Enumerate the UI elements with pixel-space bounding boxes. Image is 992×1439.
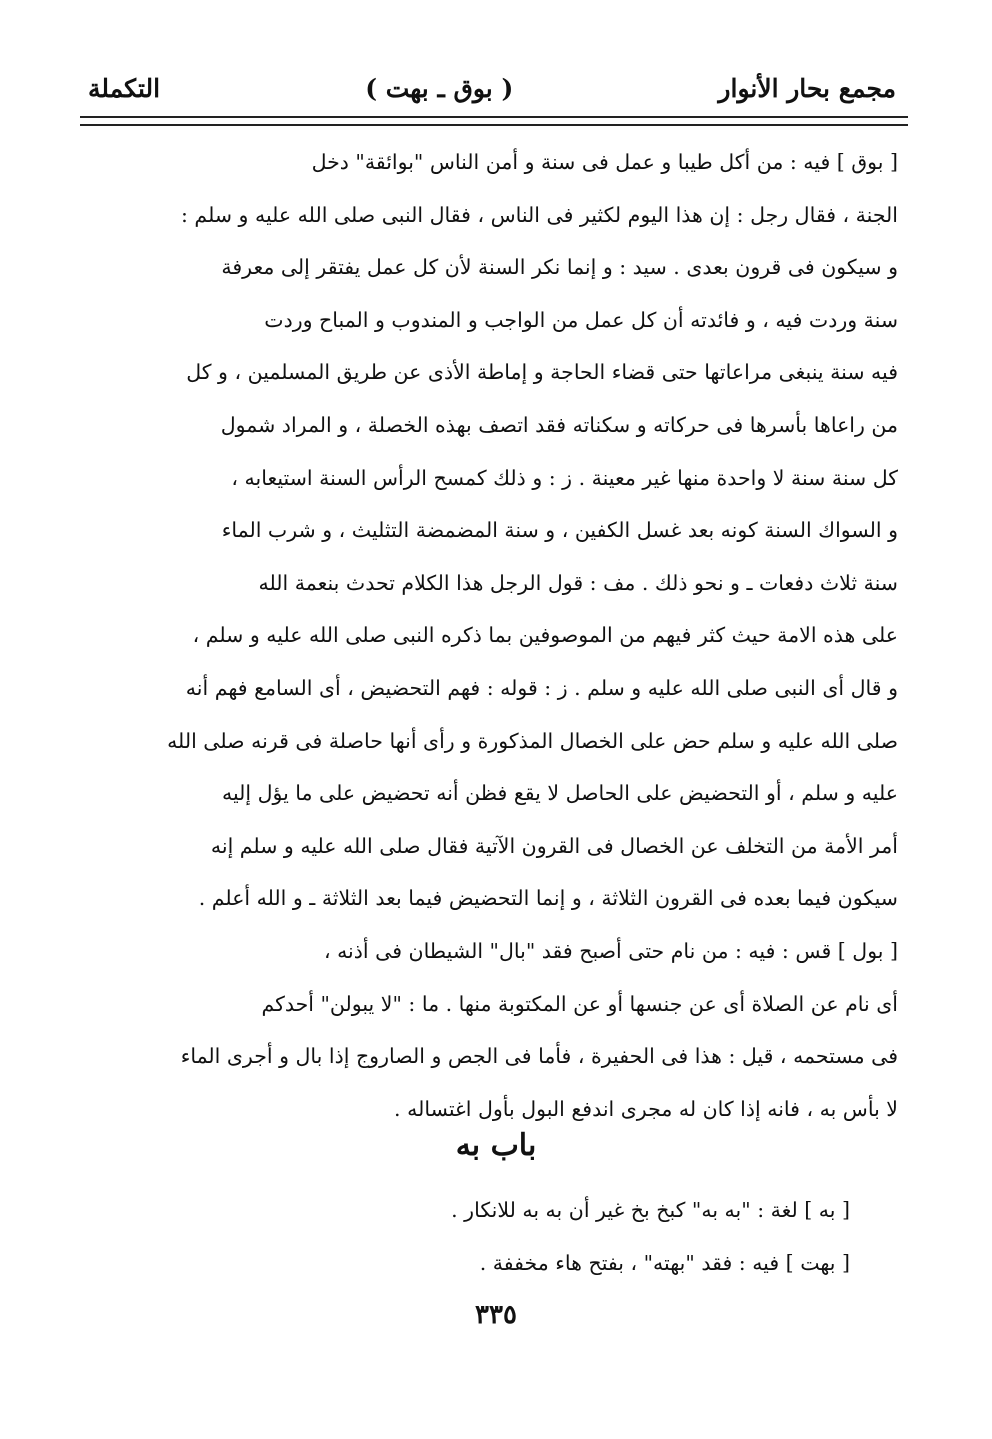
text-line: صلى الله عليه و سلم حض على الخصال المذكورة و رأى أنها حاصلة فى قرنه صلى الله [167,728,898,753]
text-line: فى مستحمه ، قيل : هذا فى الحفيرة ، فأما فى الجص و الصاروج إذا بال و أجرى الماء [180,1044,898,1069]
text-line: من راعاها بأسرها فى حركاته و سكناته فقد اتصف بهذه الخصلة ، و المراد شمول [220,412,898,437]
text-line: أمر الأمة من التخلف عن الخصال فى القرون الآتية فقال صلى الله عليه و سلم إنه [210,833,898,858]
text-line: و السواك السنة كونه بعد غسل الكفين ، و سنة المضمضة التثليث ، و شرب الماء [221,518,898,543]
text-line: فيه سنة ينبغى مراعاتها حتى قضاء الحاجة و إماطة الأذى عن طريق المسلمين ، و كل [186,360,898,385]
text-line: الجنة ، فقال رجل : إن هذا اليوم لكثير فى الناس ، فقال النبى صلى الله عليه و سلم : [181,202,898,227]
main-text [90,136,898,1135]
text-line: كل سنة سنة لا واحدة منها غير معينة . ز : و ذلك كمسح الرأس السنة استيعابه ، [231,465,898,490]
book-title: مجمع بحار الأنوار [718,73,896,103]
text-line: [ بول ] قس : فيه : من نام حتى أصبح فقد "بال" الشيطان فى أذنه ، [323,938,898,963]
text-line: و سيكون فى قرون بعدى . سيد : و إنما نكر السنة لأن كل عمل يفتقر إلى معرفة [221,255,898,280]
text-line: سيكون فيما بعده فى القرون الثلاثة ، و إنما التحضيض فيما بعد الثلاثة ـ و الله أعلم . [198,886,898,911]
text-line: سنة ثلاث دفعات ـ و نحو ذلك . مف : قول الرجل هذا الكلام تحدث بنعمة الله [258,570,898,595]
volume-label: التكملة [88,73,161,103]
text-line: على هذه الامة حيث كثر فيهم من الموصوفين بما ذكره النبى صلى الله عليه و سلم ، [192,623,898,648]
text-line: لا بأس به ، فانه إذا كان له مجرى اندفع البول بأول اغتساله . [394,1096,898,1121]
page-number: ٣٣٥ [475,1300,517,1330]
text-line: أى نام عن الصلاة أى عن جنسها أو عن المكتوبة منها . ما : "لا يبولن" أحدكم [261,991,898,1016]
header-rule-bottom [80,124,908,126]
text-line: [ بوق ] فيه : من أكل طيبا و عمل فى سنة و أمن الناس "بوائقة" دخل [311,150,898,174]
definition-entry: [ به ] لغة : "به به" كبخ بخ غير أن به به للانكار . [451,1198,850,1222]
text-line: عليه و سلم ، أو التحضيض على الحاصل لا يقع فظن أنه تحضيض على ما يؤل إليه [221,781,898,806]
definition-entry: [ بهت ] فيه : فقد "بهته" ، بفتح هاء مخففة . [479,1251,850,1275]
text-line: سنة وردت فيه ، و فائدته أن كل عمل من الواجب و المندوب و المباح وردت [264,307,898,332]
entry-range: ( بوق ـ بهت ) [365,73,514,103]
page-header [88,66,896,110]
section-title: باب به [455,1128,537,1163]
header-rule-top [80,116,908,118]
text-line: و قال أى النبى صلى الله عليه و سلم . ز : قوله : فهم التحضيض ، أى السامع فهم أنه [185,675,898,700]
